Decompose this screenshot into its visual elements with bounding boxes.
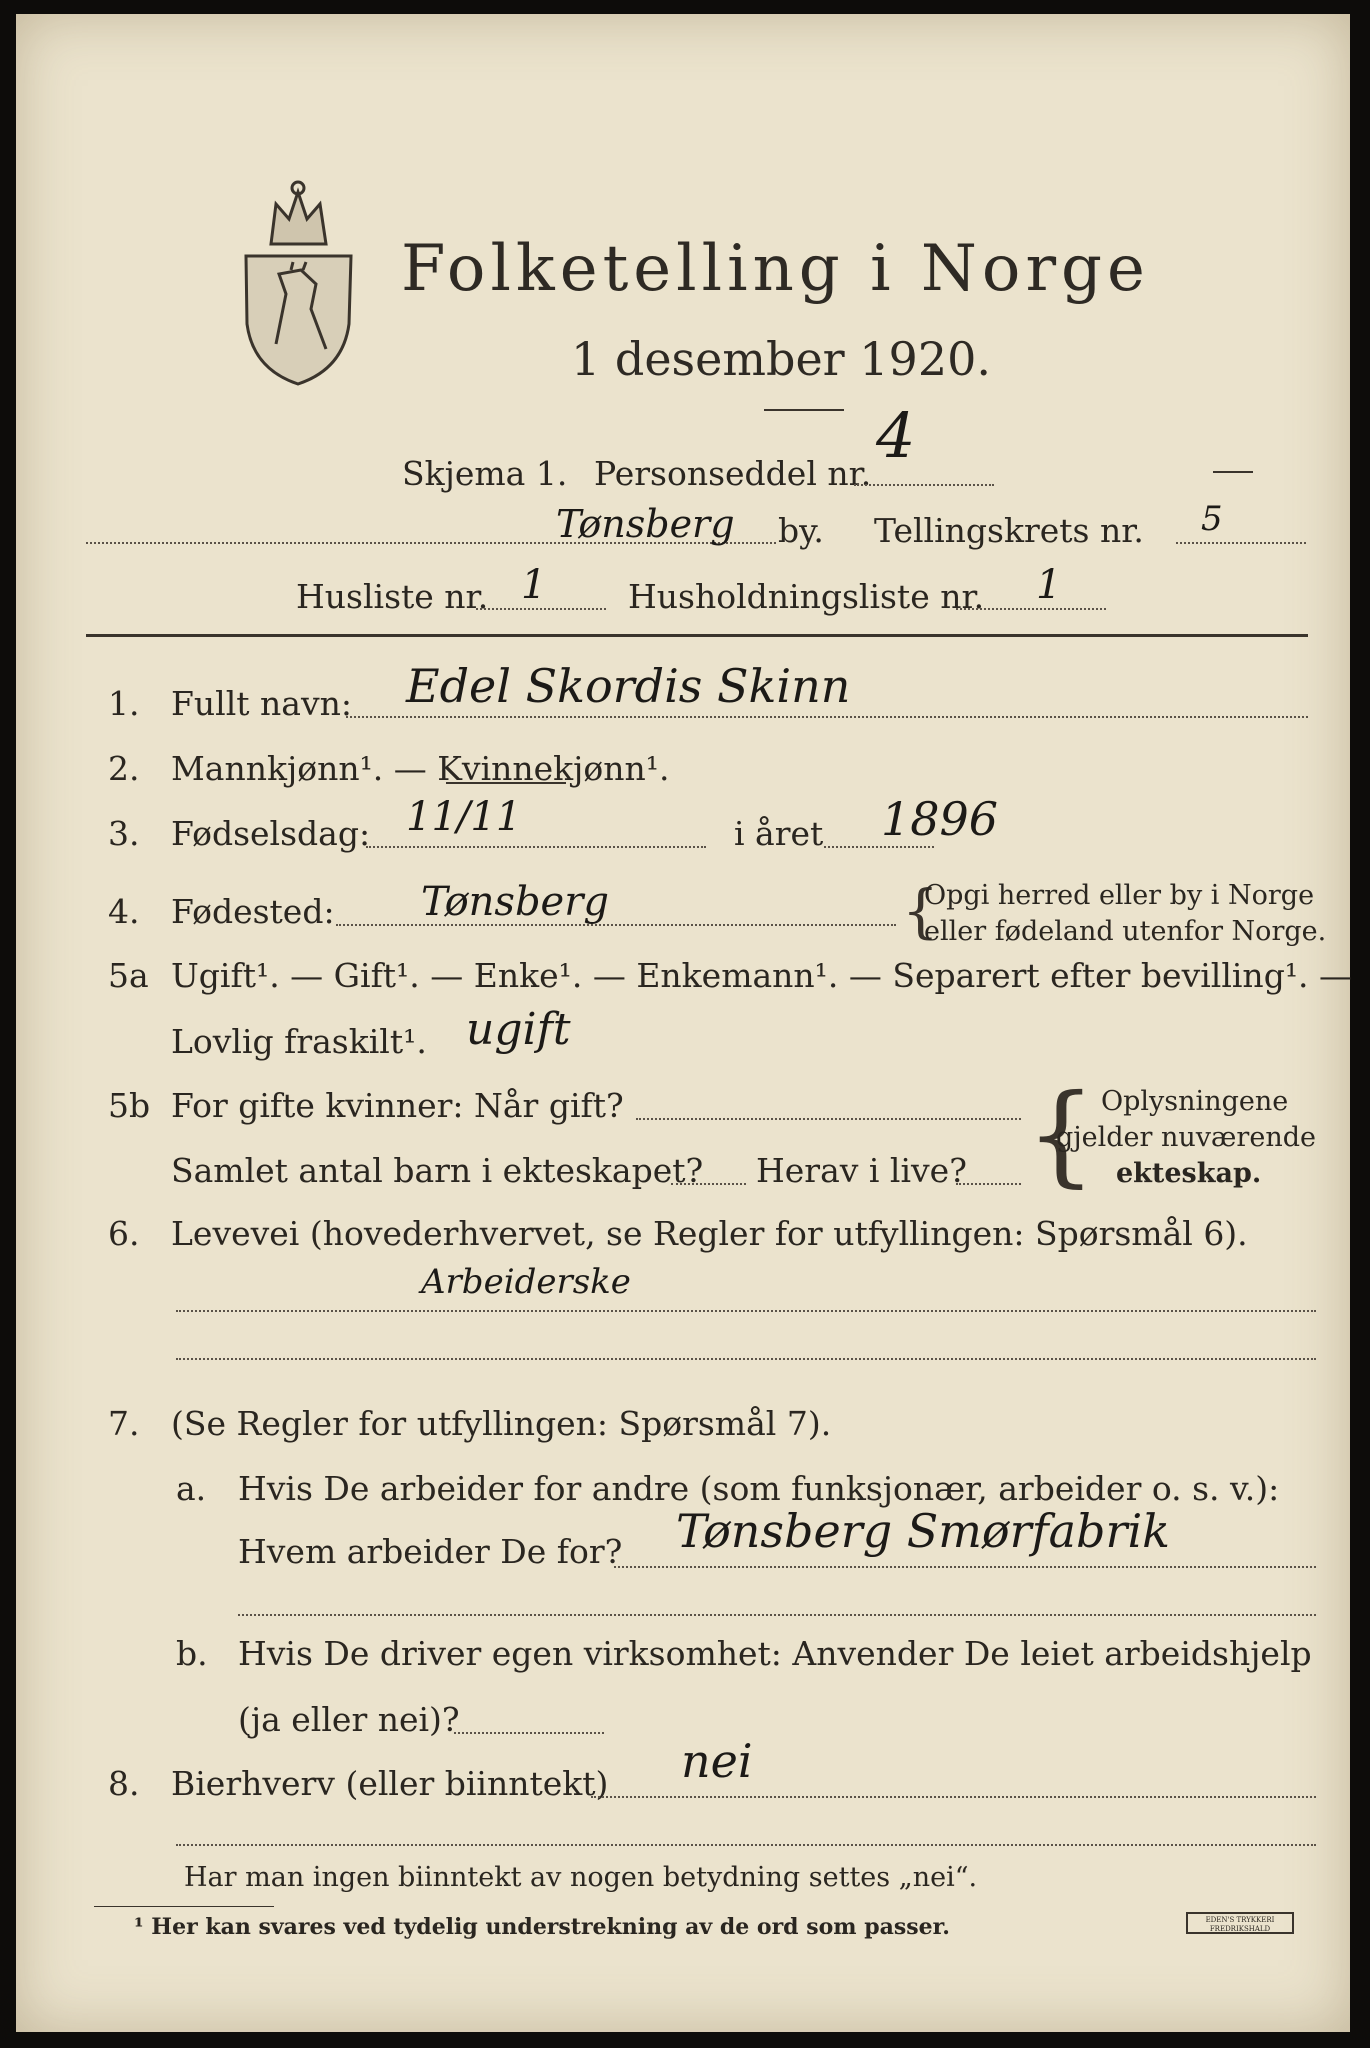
q7a-line <box>614 1566 1316 1568</box>
q7a-value: Tønsberg Smørfabrik <box>676 1504 1171 1558</box>
q6-number: 6. <box>108 1214 140 1253</box>
q6-line1 <box>176 1310 1316 1312</box>
q8-line2 <box>176 1844 1316 1846</box>
header-divider <box>86 634 1308 637</box>
husliste-line <box>476 608 606 610</box>
q5b-brace: { <box>1026 1070 1096 1198</box>
q3-value: 11/11 <box>406 794 522 840</box>
q5b-note-line2: gjelder nuværende <box>1056 1122 1316 1153</box>
q3-number: 3. <box>108 814 140 853</box>
q8-label: Bierhverv (eller biinntekt) <box>171 1764 609 1803</box>
q2-number: 2. <box>108 749 140 788</box>
q5a-value: ugift <box>466 1004 571 1055</box>
schema-label: Skjema 1. <box>402 454 568 493</box>
personseddel-line <box>854 484 994 486</box>
q5b-note-line1: Oplysningene <box>1101 1086 1289 1117</box>
q7b-letter: b. <box>176 1634 208 1673</box>
q4-value: Tønsberg <box>421 879 609 925</box>
q4-note-line2: eller fødeland utenfor Norge. <box>924 916 1327 947</box>
q3-line <box>366 846 706 848</box>
q6-value: Arbeiderske <box>421 1262 631 1302</box>
q7a-text: Hvis De arbeider for andre (som funksjonær, arbeider o. s. v.): <box>238 1469 1280 1508</box>
q4-number: 4. <box>108 892 140 931</box>
q7a-line2 <box>238 1614 1316 1616</box>
q7b-line <box>454 1732 604 1734</box>
form-title: Folketelling i Norge <box>401 232 1150 306</box>
q5b-line3 <box>956 1183 1021 1185</box>
q5a-label2: Lovlig fraskilt¹. <box>171 1022 427 1061</box>
printer-stamp-text: EDEN'S TRYKKERI FREDRIKSHALD <box>1205 1916 1275 1933</box>
q1-line <box>346 716 1308 718</box>
footnote: ¹ Her kan svares ved tydelig understrekning av de ord som passer. <box>134 1914 950 1940</box>
personseddel-value: 4 <box>876 399 916 472</box>
q7-number: 7. <box>108 1404 140 1443</box>
q5b-label: For gifte kvinner: Når gift? <box>171 1086 624 1125</box>
q8-line <box>591 1796 1316 1798</box>
q3-year-label: i året <box>734 814 824 853</box>
form-date: 1 desember 1920. <box>571 332 991 386</box>
q5b-number: 5b <box>108 1086 151 1125</box>
q5b-line1 <box>636 1118 1021 1120</box>
q2-label: Mannkjønn¹. — Kvinnekjønn¹. <box>171 749 670 788</box>
q1-number: 1. <box>108 684 140 723</box>
personseddel-label: Personseddel nr. <box>594 454 872 493</box>
q7a-question: Hvem arbeider De for? <box>238 1532 623 1571</box>
q1-label: Fullt navn: <box>171 684 352 723</box>
q5b-label3: Herav i live? <box>756 1151 967 1190</box>
title-rule <box>764 409 844 411</box>
q7a-letter: a. <box>176 1469 207 1508</box>
q8-number: 8. <box>108 1764 140 1803</box>
personseddel-dash <box>1213 471 1253 473</box>
nei-note: Har man ingen biinntekt av nogen betydning settes „nei“. <box>184 1862 978 1893</box>
husliste-value: 1 <box>521 562 547 608</box>
tellingskrets-value: 5 <box>1201 499 1223 539</box>
q7b-question: (ja eller nei)? <box>238 1700 460 1739</box>
city-value: Tønsberg <box>556 502 735 546</box>
q3-label: Fødselsdag: <box>171 814 371 853</box>
husholdning-value: 1 <box>1036 562 1062 608</box>
footnote-rule <box>94 1906 274 1907</box>
q3-year-value: 1896 <box>881 792 999 846</box>
norwegian-coat-of-arms-icon <box>231 174 366 389</box>
q4-line <box>336 924 896 926</box>
q6-label: Levevei (hovederhvervet, se Regler for utfyllingen: Spørsmål 6). <box>171 1214 1248 1253</box>
q5a-label: Ugift¹. — Gift¹. — Enke¹. — Enkemann¹. — Separert efter bevilling¹. — <box>171 956 1353 995</box>
tellingskrets-line <box>1176 542 1306 544</box>
q5b-label2: Samlet antal barn i ekteskapet? <box>171 1151 704 1190</box>
q5b-line2 <box>671 1183 746 1185</box>
q6-line2 <box>176 1358 1316 1360</box>
census-form-page <box>16 14 1353 2032</box>
q4-brace: { <box>902 877 939 945</box>
q5b-note-line3: ekteskap. <box>1116 1158 1262 1189</box>
printer-stamp <box>1186 1912 1294 1934</box>
q8-value: nei <box>681 1734 753 1788</box>
q4-label: Fødested: <box>171 892 335 931</box>
tellingskrets-label: Tellingskrets nr. <box>874 511 1144 550</box>
by-label: by. <box>778 511 824 550</box>
q7-label: (Se Regler for utfyllingen: Spørsmål 7). <box>171 1404 832 1443</box>
husliste-label: Husliste nr. <box>296 577 489 616</box>
q5a-number: 5a <box>108 956 149 995</box>
q3-year-line <box>824 846 934 848</box>
q2-underline-kvinnekjonn <box>446 782 566 784</box>
q7b-text: Hvis De driver egen virksomhet: Anvender De leiet arbeidshjelp <box>238 1634 1312 1673</box>
husholdning-label: Husholdningsliste nr. <box>628 577 985 616</box>
q1-value: Edel Skordis Skinn <box>406 659 851 713</box>
q4-note-line1: Opgi herred eller by i Norge <box>924 880 1315 911</box>
husholdning-line <box>956 608 1106 610</box>
